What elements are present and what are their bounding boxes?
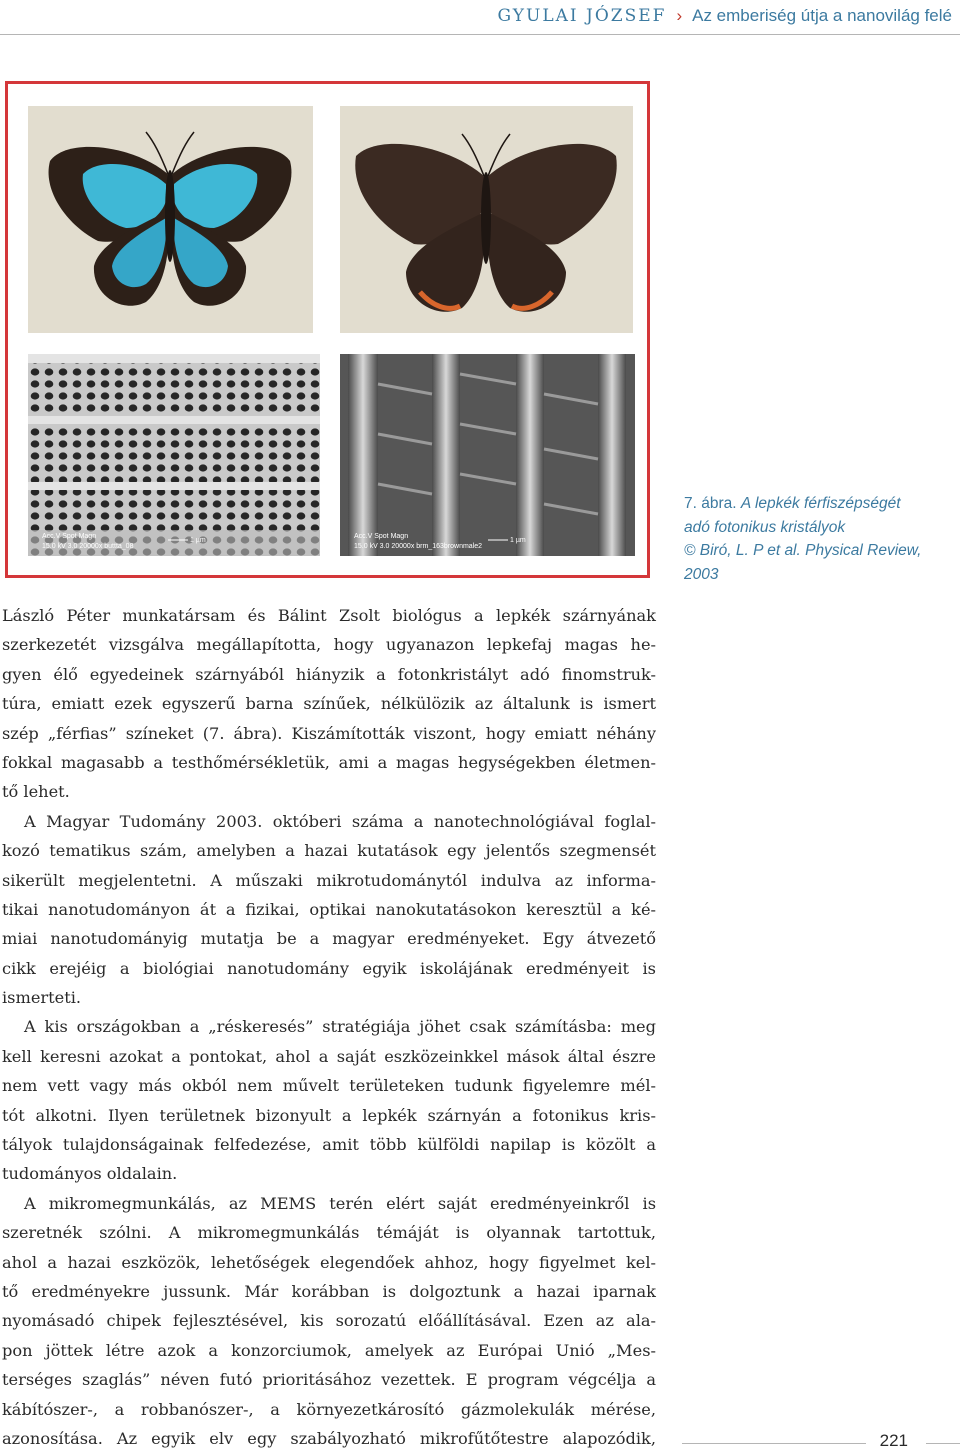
sem1-scale: 1 µm <box>190 537 206 544</box>
body-line: cikk erejéig a biológiai nanotudomány egyik iskolájának eredményeit is <box>2 958 656 978</box>
header-book-title: Az emberiség útja a nanovilág felé <box>692 6 952 25</box>
sem2-scale: 1 µm <box>510 537 526 544</box>
header-separator-icon: › <box>676 6 683 25</box>
body-line: László Péter munkatársam és Bálint Zsolt biológus a lepkék szárnyának <box>2 606 656 625</box>
sem-micrograph-brown <box>340 354 635 556</box>
running-header <box>0 4 952 28</box>
caption-credit-line2: 2003 <box>684 565 719 583</box>
body-line: kozó tematikus szám, amelyben a hazai kutatások egy jelentős szegmensét <box>2 841 656 861</box>
figure-caption <box>684 492 954 586</box>
sem1-label-line2: 15.0 kV 3.0 20000x buttta_08 <box>42 543 134 550</box>
body-line: tő lehet. <box>2 782 70 802</box>
body-line: tályok tulajdonságainak felfedezése, amit több külföldi napilap is közölt a <box>2 1135 656 1155</box>
body-line: kábítószer-, a robbanószer-, a környezetkárosító gázmolekulák mérése, <box>2 1399 656 1419</box>
body-line: miai nanotudományig mutatja be a magyar eredményeket. Egy átvezető <box>2 929 656 949</box>
page-number: 221 <box>879 1431 908 1450</box>
body-line: tót alkotni. Ilyen területnek bizonyult a lepkék szárnyán a fotonikus kris- <box>2 1105 656 1125</box>
body-line: nyomásadó chipek fejlesztésével, kis sorozatú előállításával. Ezen az ala- <box>2 1311 656 1331</box>
body-line: terséges szaglás” néven futó prioritásához vezettek. E program végcélja a <box>2 1370 656 1390</box>
sem-micrograph-blue <box>28 354 320 556</box>
brown-butterfly-photo <box>340 106 633 333</box>
body-text <box>2 601 656 1453</box>
body-line: gyen élő egyedeinek szárnyából hiányzik a fotonkristályt adó finomstruk- <box>2 664 656 684</box>
header-author: GYULAI JÓZSEF <box>497 6 667 26</box>
caption-credit-line1: © Biró, L. P et al. Physical Review, <box>684 542 922 559</box>
body-line: tikai nanotudományon át a fizikai, optikai nanokutatásokon keresztül a ké- <box>2 899 656 919</box>
sem-ridge-pattern-icon <box>340 354 635 556</box>
body-line: A mikromegmunkálás, az MEMS terén elért saját eredményeinkről is <box>24 1193 656 1213</box>
body-line: A kis országokban a „réskeresés” stratégiája jöhet csak számításba: meg <box>24 1017 656 1037</box>
body-line: tudományos oldalain. <box>2 1164 178 1184</box>
figure-frame <box>5 81 650 578</box>
caption-label: 7. ábra. <box>684 495 737 512</box>
body-line: pon jöttek létre azok a konzorciumok, amelyek az Európai Unió „Mes- <box>2 1340 656 1360</box>
body-line: szeretnék szólni. A mikromegmunkálás témáját is olyannak tartottuk, <box>2 1223 656 1243</box>
sem-pore-pattern-icon <box>28 354 320 556</box>
blue-butterfly-photo <box>28 106 313 333</box>
body-line: nem vett vagy más okból nem művelt területeken tudunk figyelemre mél- <box>2 1076 656 1096</box>
body-line: ahol a hazai eszközök, lehetőségek elegendőek ahhoz, hogy figyelmet kel- <box>2 1252 656 1272</box>
blue-butterfly-icon <box>28 106 313 333</box>
caption-title-line1: A lepkék férfiszépségét <box>740 495 901 512</box>
body-line: A Magyar Tudomány 2003. októberi száma a nanotechnológiával foglal- <box>24 811 656 831</box>
body-line: tő eredményekre jussunk. Már korábban is dolgoztunk a hazai iparnak <box>2 1281 656 1301</box>
body-line: szerkezetét vizsgálva megállapította, hogy ugyanazon lepkefaj magas he- <box>2 635 656 655</box>
caption-title-line2: adó fotonikus kristályok <box>684 518 846 536</box>
body-line: túra, emiatt ezek egyszerű barna színűek, nélkülözik az általunk is ismert <box>2 694 656 714</box>
sem1-label-line1: Acc.V Spot Magn <box>42 533 97 540</box>
sem2-label-line1: Acc.V Spot Magn <box>354 533 409 540</box>
brown-butterfly-icon <box>340 106 633 333</box>
body-line: szép „férfias” színeket (7. ábra). Kiszámították viszont, hogy emiatt néhány <box>2 723 656 743</box>
sem2-label-line2: 15.0 kV 3.0 20000x brm_163brownmale2 <box>354 543 483 550</box>
body-line: kell keresni azokat a pontokat, ahol a saját eszközeinkkel mások által észre <box>2 1046 656 1066</box>
body-line: fokkal magasabb a testhőmérsékletük, ami a magas hegységekben életmen- <box>2 752 656 772</box>
body-line: sikerült megjelentetni. A műszaki mikrotudománytól indulva az informa- <box>2 870 656 890</box>
body-line: azonosítása. Az egyik elv egy szabályozható mikrofűtőtestre alapozódik, <box>2 1428 656 1448</box>
header-rule <box>0 34 960 35</box>
body-line: ismerteti. <box>2 988 82 1008</box>
